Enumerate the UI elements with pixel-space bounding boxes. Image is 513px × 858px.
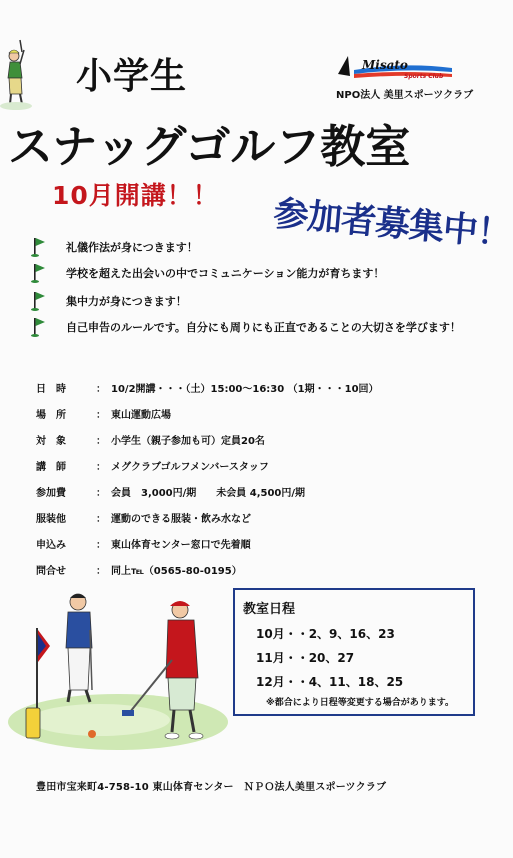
info-row-datetime — [36, 379, 379, 395]
bullet-item — [30, 262, 384, 284]
info-row-contact — [36, 561, 242, 577]
golf-flag-icon — [30, 262, 50, 284]
bullet-text: 自己申告のルールです。自分にも周りにも正直であることの大切さを学びます！ — [66, 321, 461, 334]
golfer-illustration — [0, 38, 46, 112]
schedule-note: ※都合により日程等変更する場合があります。 — [266, 698, 455, 708]
info-label: 参加費 — [36, 487, 66, 499]
info-row-fee — [36, 483, 305, 499]
info-label: 場 所 — [36, 409, 66, 421]
info-label: 講 師 — [36, 461, 66, 473]
info-value: ： 運動のできる服装・飲み水など — [96, 513, 251, 525]
info-value: ： 東山体育センター窓口で先着順 — [96, 539, 251, 551]
info-label: 申込み — [36, 539, 66, 551]
schedule-row: 10月・・2、9、16、23 — [256, 627, 395, 641]
info-row-place — [36, 405, 171, 421]
info-label: 対 象 — [36, 435, 66, 447]
info-row-application — [36, 535, 251, 551]
info-value: ： メグクラブゴルフメンバースタッフ — [96, 461, 269, 473]
info-value: ： 東山運動広場 — [96, 409, 171, 421]
bullet-text: 礼儀作法が身につきます！ — [66, 241, 198, 254]
info-row-target — [36, 431, 265, 447]
start-label: 10月開講！！ — [52, 181, 219, 210]
golf-flag-icon — [30, 236, 50, 258]
schedule-row: 12月・・4、11、18、25 — [256, 675, 404, 689]
info-label: 問合せ — [36, 565, 66, 577]
logo-sub: Sports Club — [404, 73, 444, 80]
info-row-clothing — [36, 509, 251, 525]
bullet-text: 学校を超えた出会いの中でコミュニケーション能力が育ちます！ — [66, 267, 385, 280]
schedule-title: 教室日程 — [243, 602, 296, 617]
kids-golf-illustration — [0, 590, 232, 760]
title-line1: 小学生 — [76, 56, 188, 97]
info-label: 日 時 — [36, 383, 66, 395]
info-label: 服装他 — [36, 513, 66, 525]
title-line2: スナッグゴルフ教室 — [8, 120, 411, 173]
info-value: ： 会員 3,000円/期 未会員 4,500円/期 — [96, 487, 306, 499]
bullet-item — [30, 316, 461, 338]
logo-name: Misato — [362, 58, 408, 72]
info-value: ： 10/2開講・・・（土）15:00～16:30 （1期・・・10回） — [96, 383, 379, 395]
footer-address: 豊田市宝来町4-758-10 東山体育センター ＮＰＯ法人美里スポーツクラブ — [36, 782, 387, 793]
golf-flag-icon — [30, 290, 50, 312]
schedule-row: 11月・・20、27 — [256, 651, 355, 665]
bullet-item — [30, 236, 198, 258]
golf-flag-icon — [30, 316, 50, 338]
recruiting-label: 参加者募集中！ — [271, 192, 513, 255]
info-row-instructor — [36, 457, 269, 473]
org-name: NPO法人 美里スポーツクラブ — [336, 90, 474, 101]
info-value: ： 小学生（親子参加も可）定員20名 — [96, 435, 265, 447]
bullet-text: 集中力が身につきます！ — [66, 295, 187, 308]
bullet-item — [30, 290, 187, 312]
info-value: ： 同上℡（0565-80-0195） — [96, 565, 242, 577]
